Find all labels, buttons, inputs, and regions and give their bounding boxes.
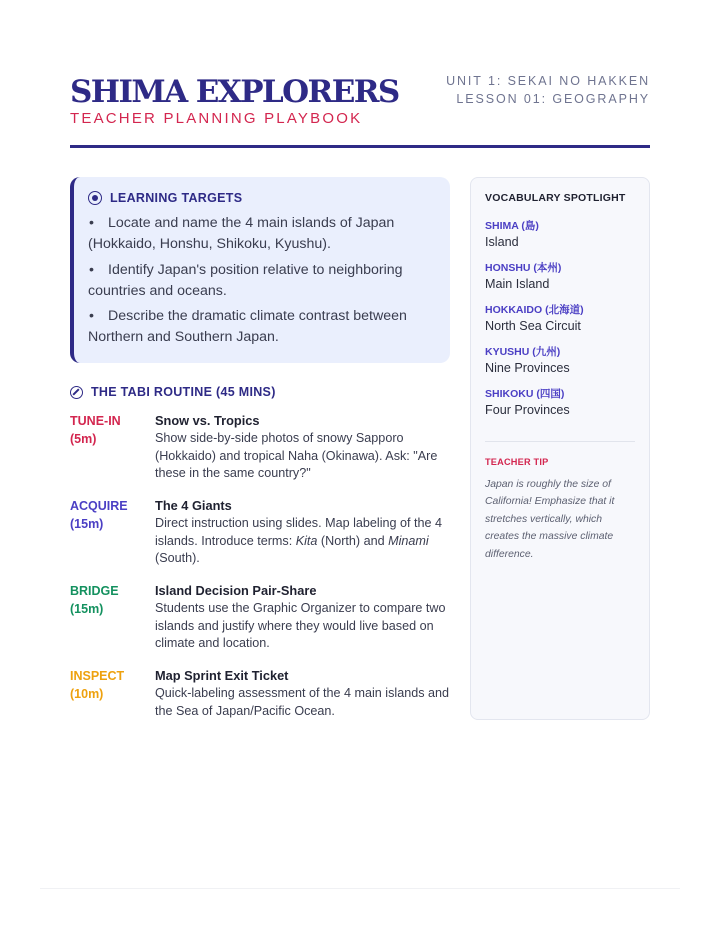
brand-title: SHIMA EXPLORERS (70, 74, 399, 110)
step-name: ACQUIRE (70, 499, 128, 513)
step-name: TUNE-IN (70, 414, 121, 428)
vocabulary-term: HOKKAIDO (北海道) (485, 304, 584, 316)
learning-targets-title: LEARNING TARGETS (110, 191, 243, 205)
teacher-tip-label: TEACHER TIP (485, 457, 549, 467)
header-divider (70, 145, 650, 148)
lesson-label: LESSON 01: GEOGRAPHY (456, 92, 650, 106)
vocabulary-meaning: Four Provinces (485, 403, 570, 417)
unit-lesson-meta (446, 72, 650, 108)
step-tag (70, 582, 150, 618)
learning-targets-list (88, 213, 438, 348)
step-description (155, 515, 451, 568)
step-title: Island Decision Pair-Share (155, 583, 317, 598)
routine-title: THE TABI ROUTINE (45 MINS) (91, 385, 276, 399)
step-body (155, 497, 451, 568)
vocabulary-heading: VOCABULARY SPOTLIGHT (485, 192, 626, 204)
step-name: BRIDGE (70, 584, 119, 598)
learning-target-text: Describe the dramatic climate contrast between Northern and Southern Japan. (88, 308, 407, 345)
vocabulary-meaning: Main Island (485, 277, 550, 291)
learning-target-text: Identify Japan's position relative to neighboring countries and oceans. (88, 261, 403, 299)
footer-divider (40, 888, 680, 889)
vocabulary-item (485, 261, 635, 292)
compass-icon (70, 386, 83, 399)
learning-targets-card (70, 177, 450, 363)
target-icon (88, 191, 102, 205)
step-tag (70, 667, 150, 703)
vocabulary-item (485, 345, 635, 376)
step-description: Students use the Graphic Organizer to compare two islands and justify where they would live based on climate and location. (155, 601, 446, 651)
vocabulary-item (485, 303, 635, 334)
step-duration: (10m) (70, 687, 104, 701)
term-kita: Kita (295, 533, 318, 548)
routine-heading (70, 385, 276, 399)
step-body (155, 582, 451, 653)
step-duration: (15m) (70, 602, 104, 616)
step-description-text: (North) and (317, 533, 389, 548)
step-tag (70, 412, 150, 448)
learning-target-text: Locate and name the 4 main islands of Japan (Hokkaido, Honshu, Shikoku, Kyushu). (88, 215, 395, 252)
step-title: Snow vs. Tropics (155, 413, 260, 428)
vocabulary-meaning: Nine Provinces (485, 361, 570, 375)
vocabulary-item (485, 387, 635, 418)
step-description-text: (South). (155, 551, 200, 566)
step-description: Show side-by-side photos of snowy Sapporo (Hokkaido) and tropical Naha (Okinawa). Ask: "Are these in the same country?" (155, 431, 438, 481)
vocabulary-sidebar (470, 177, 650, 720)
playbook-subtitle: TEACHER PLANNING PLAYBOOK (70, 110, 363, 127)
learning-target-item: • Locate and name the 4 main islands of Japan (Hokkaido, Honshu, Shikoku, Kyushu). (88, 215, 395, 252)
page-header (70, 70, 650, 150)
step-description-text: Direct instruction using slides. Map labeling of the 4 islands. Introduce terms: (155, 516, 443, 548)
vocabulary-meaning: Island (485, 235, 519, 249)
unit-label: UNIT 1: SEKAI NO HAKKEN (446, 74, 650, 88)
step-title: Map Sprint Exit Ticket (155, 668, 289, 683)
vocabulary-term: SHIKOKU (四国) (485, 388, 565, 400)
learning-targets-heading (88, 191, 438, 205)
teacher-tip-text: Japan is roughly the size of California! Emphasize that it stretches vertically, which creates the massive climate difference. (485, 479, 615, 560)
vocabulary-item (485, 219, 635, 250)
learning-target-item: • Describe the dramatic climate contrast between Northern and Southern Japan. (88, 308, 407, 345)
vocabulary-meaning: North Sea Circuit (485, 319, 581, 333)
vocabulary-term: SHIMA (島) (485, 220, 539, 232)
step-body (155, 667, 451, 720)
step-body (155, 412, 451, 483)
term-minami: Minami (388, 533, 429, 548)
sidebar-divider (485, 441, 635, 442)
step-duration: (15m) (70, 517, 104, 531)
learning-target-item: • Identify Japan's position relative to neighboring countries and oceans. (88, 261, 403, 299)
step-description: Quick-labeling assessment of the 4 main islands and the Sea of Japan/Pacific Ocean. (155, 686, 450, 718)
step-title: The 4 Giants (155, 498, 232, 513)
step-name: INSPECT (70, 669, 125, 683)
step-tag (70, 497, 150, 533)
step-duration: (5m) (70, 432, 97, 446)
vocabulary-term: KYUSHU (九州) (485, 346, 561, 358)
vocabulary-term: HONSHU (本州) (485, 262, 562, 274)
